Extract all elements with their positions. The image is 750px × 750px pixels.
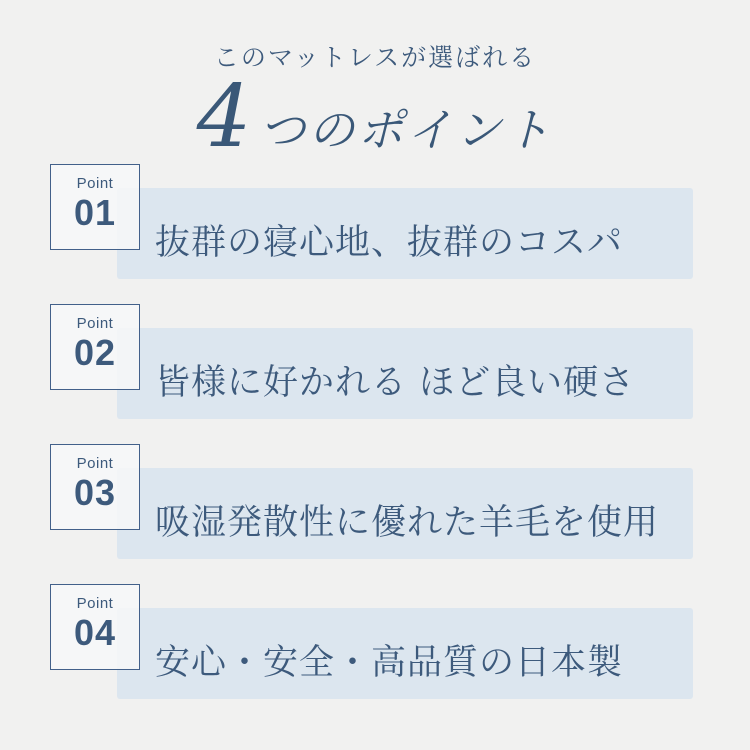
point-text: 抜群の寝心地、抜群のコスパ	[155, 222, 624, 263]
page-title	[0, 67, 750, 167]
point-text: 吸湿発散性に優れた羊毛を使用	[155, 502, 660, 543]
point-text: 皆様に好かれる ほど良い硬さ	[155, 362, 636, 403]
point-badge-number: 03	[73, 471, 117, 513]
point-badge-label: Point	[76, 455, 114, 472]
point-badge-number: 01	[73, 191, 117, 233]
point-badge	[50, 164, 140, 250]
page-title-number: 4	[196, 67, 254, 167]
point-band	[117, 328, 693, 419]
point-badge	[50, 304, 140, 390]
point-badge	[50, 444, 140, 530]
point-band	[117, 188, 693, 279]
point-band	[117, 468, 693, 559]
page-title-text: つのポイント	[259, 103, 554, 157]
point-badge	[50, 584, 140, 670]
point-text: 安心・安全・高品質の日本製	[155, 642, 624, 683]
point-badge-label: Point	[76, 315, 114, 332]
header-subtitle: このマットレスが選ばれる	[213, 43, 537, 72]
point-badge-label: Point	[76, 595, 114, 612]
point-badge-number: 04	[73, 611, 117, 653]
point-badge-label: Point	[76, 175, 114, 192]
point-band	[117, 608, 693, 699]
point-badge-number: 02	[73, 331, 117, 373]
